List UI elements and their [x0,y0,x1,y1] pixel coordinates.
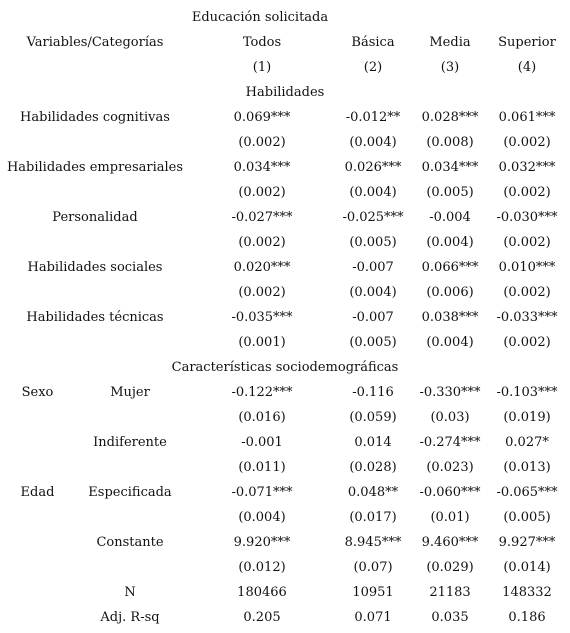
table-row [0,530,570,555]
variables-header: Variables/Categorías [26,35,164,50]
section-title: Habilidades [245,85,325,100]
stat-cell: 0.186 [508,610,546,625]
se-cell: (0.005) [349,335,397,350]
table-row-se [0,180,570,205]
table-row-se [0,330,570,355]
coef-cell: 0.028*** [421,110,479,125]
col-header-basica: Básica [351,35,395,50]
row-label: Indiferente [93,435,167,450]
col-number-1: (1) [252,60,272,75]
coef-cell: -0.274*** [419,435,481,450]
coef-cell: -0.103*** [496,385,558,400]
row-label: Personalidad [52,210,138,225]
stat-cell: 0.205 [243,610,281,625]
coef-cell: 9.460*** [421,535,479,550]
se-cell: (0.002) [503,335,551,350]
se-cell: (0.028) [349,460,397,475]
se-cell: (0.002) [238,135,286,150]
coef-cell: -0.122*** [231,385,293,400]
coef-cell: -0.001 [241,435,283,450]
header-column-row [0,30,570,55]
coef-cell: 0.027* [505,435,549,450]
table-row [0,480,570,505]
coef-cell: -0.330*** [419,385,481,400]
se-cell: (0.002) [238,235,286,250]
stat-label: Adj. R-sq [100,610,160,625]
se-cell: (0.002) [503,185,551,200]
table-row [0,105,570,130]
stat-cell: 0.071 [354,610,392,625]
row-label: Constante [96,535,164,550]
coef-cell: -0.035*** [231,310,293,325]
table-row [0,430,570,455]
se-cell: (0.005) [503,510,551,525]
row-label: Especificada [88,485,172,500]
coef-cell: -0.007 [352,310,394,325]
coef-cell: 0.020*** [233,260,291,275]
coef-cell: -0.033*** [496,310,558,325]
col-header-media: Media [429,35,471,50]
se-cell: (0.002) [503,135,551,150]
se-cell: (0.001) [238,335,286,350]
stat-cell: 180466 [237,585,287,600]
coef-cell: 8.945*** [344,535,402,550]
se-cell: (0.004) [349,135,397,150]
se-cell: (0.03) [430,410,470,425]
se-cell: (0.002) [503,235,551,250]
se-cell: (0.029) [426,560,474,575]
se-cell: (0.004) [426,335,474,350]
col-number-3: (3) [440,60,460,75]
table-row-se [0,405,570,430]
se-cell: (0.011) [238,460,286,475]
table-row [0,205,570,230]
col-header-todos: Todos [242,35,282,50]
coef-cell: 0.061*** [498,110,556,125]
se-cell: (0.017) [349,510,397,525]
group-title: Educación solicitada [191,10,329,25]
se-cell: (0.059) [349,410,397,425]
coef-cell: -0.060*** [419,485,481,500]
col-number-2: (2) [363,60,383,75]
row-group-label: Sexo [21,385,54,400]
se-cell: (0.004) [426,235,474,250]
se-cell: (0.002) [238,185,286,200]
row-label: Mujer [110,385,150,400]
stats-row [0,605,570,630]
se-cell: (0.013) [503,460,551,475]
coef-cell: 0.014 [354,435,392,450]
se-cell: (0.004) [349,285,397,300]
coef-cell: 0.034*** [233,160,291,175]
table-row-se [0,555,570,580]
table-row-se [0,280,570,305]
row-label: Habilidades técnicas [26,310,164,325]
stats-row [0,580,570,605]
se-cell: (0.016) [238,410,286,425]
coef-cell: -0.027*** [231,210,293,225]
table-row [0,305,570,330]
section-title: Características sociodemográficas [171,360,399,375]
coef-cell: -0.004 [429,210,471,225]
coef-cell: -0.116 [352,385,394,400]
col-header-superior: Superior [498,35,556,50]
stat-label: N [124,585,136,600]
coef-cell: 9.920*** [233,535,291,550]
table-row-se [0,230,570,255]
se-cell: (0.07) [353,560,393,575]
header-group-row [0,5,570,30]
se-cell: (0.005) [426,185,474,200]
section-title-row [0,355,570,380]
coef-cell: 0.048** [347,485,399,500]
se-cell: (0.004) [349,185,397,200]
table-row [0,155,570,180]
coef-cell: 0.069*** [233,110,291,125]
se-cell: (0.004) [238,510,286,525]
table-row-se [0,130,570,155]
coef-cell: 0.038*** [421,310,479,325]
coef-cell: 0.034*** [421,160,479,175]
se-cell: (0.023) [426,460,474,475]
coef-cell: -0.007 [352,260,394,275]
section-title-row [0,80,570,105]
row-label: Habilidades cognitivas [20,110,170,125]
stat-cell: 10951 [352,585,394,600]
row-label: Habilidades empresariales [6,160,184,175]
coef-cell: 0.010*** [498,260,556,275]
table-row [0,255,570,280]
row-label: Habilidades sociales [27,260,163,275]
stat-cell: 148332 [502,585,552,600]
se-cell: (0.006) [426,285,474,300]
coef-cell: -0.025*** [342,210,404,225]
se-cell: (0.01) [430,510,470,525]
se-cell: (0.014) [503,560,551,575]
header-number-row [0,55,570,80]
table-row-se [0,455,570,480]
coef-cell: -0.030*** [496,210,558,225]
coef-cell: 0.026*** [344,160,402,175]
se-cell: (0.002) [503,285,551,300]
row-group-label: Edad [20,485,55,500]
coef-cell: 0.066*** [421,260,479,275]
coef-cell: -0.012** [345,110,401,125]
table-row [0,380,570,405]
coef-cell: -0.065*** [496,485,558,500]
stat-cell: 0.035 [431,610,469,625]
coef-cell: 9.927*** [498,535,556,550]
coef-cell: 0.032*** [498,160,556,175]
se-cell: (0.019) [503,410,551,425]
se-cell: (0.002) [238,285,286,300]
se-cell: (0.005) [349,235,397,250]
se-cell: (0.012) [238,560,286,575]
coef-cell: -0.071*** [231,485,293,500]
table-row-se [0,505,570,530]
col-number-4: (4) [517,60,537,75]
stat-cell: 21183 [429,585,471,600]
se-cell: (0.008) [426,135,474,150]
